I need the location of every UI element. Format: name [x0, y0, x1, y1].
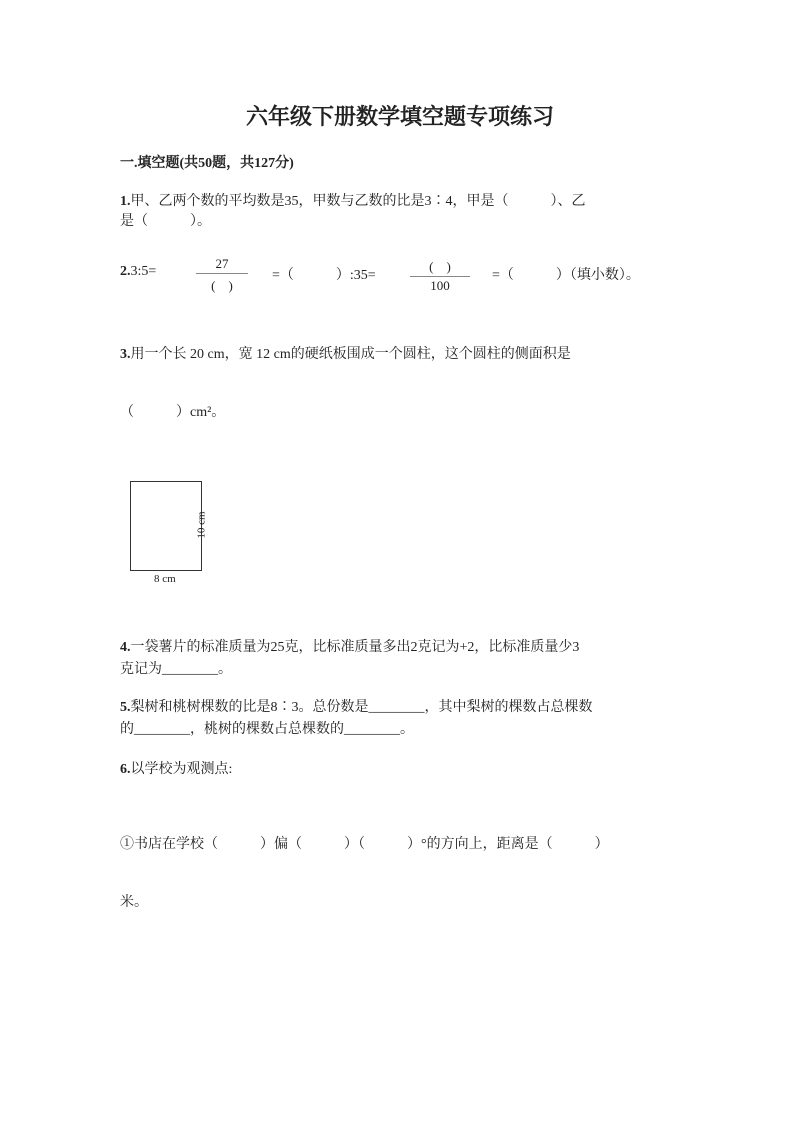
- question-text: 用一个长 20 cm，宽 12 cm的硬纸板围成一个圆柱，这个圆柱的侧面积是: [130, 347, 571, 362]
- section-heading: 一.填空题(共50题，共127分): [120, 156, 294, 171]
- fraction-1: [196, 256, 248, 294]
- question-5: [120, 696, 593, 716]
- denominator: 100: [430, 278, 450, 293]
- numerator: 27: [215, 256, 229, 271]
- question-2-start: [120, 264, 156, 280]
- numerator: ( ): [429, 259, 451, 274]
- question-4: [120, 636, 579, 656]
- question-text: 甲、乙两个数的平均数是35，甲数与乙数的比是3∶4，甲是（ ）、乙: [130, 194, 586, 209]
- question-2-mid: =（ ）:35=: [272, 268, 376, 283]
- question-text: 3:5=: [130, 264, 157, 279]
- question-text: 以学校为观测点:: [130, 762, 233, 777]
- fraction-2: [410, 256, 470, 294]
- denominator: ( ): [211, 278, 233, 293]
- question-6-line3: 米。: [120, 895, 148, 910]
- question-number: 6.: [120, 762, 131, 777]
- page-title: 六年级下册数学填空题专项练习: [245, 104, 554, 129]
- question-number: 4.: [120, 640, 131, 655]
- question-number: 2.: [120, 264, 131, 279]
- question-1: [120, 190, 586, 210]
- question-3-line2: （ ）cm²。: [120, 405, 226, 420]
- question-text: 一袋薯片的标准质量为25克，比标准质量多出2克记为+2，比标准质量少3: [130, 640, 580, 655]
- rectangle-figure: [130, 481, 202, 571]
- question-number: 3.: [120, 347, 131, 362]
- question-text: 梨树和桃树棵数的比是8∶3。总份数是________，其中梨树的棵数占总棵数: [130, 700, 593, 715]
- question-6: [120, 758, 232, 778]
- question-1-line2: 是（ ）。: [120, 214, 211, 229]
- question-number: 1.: [120, 194, 131, 209]
- question-number: 5.: [120, 700, 131, 715]
- figure-height-label: 10 cm: [195, 511, 208, 539]
- figure-width-label: 8 cm: [154, 573, 176, 585]
- question-3: [120, 343, 571, 363]
- question-5-line2: 的________，桃树的棵数占总棵数的________。: [120, 722, 414, 737]
- question-4-line2: 克记为________。: [120, 662, 232, 677]
- question-2-end: =（ ）（填小数）。: [492, 268, 640, 283]
- question-6-line2: ①书店在学校（ ）偏（ ）（ ）°的方向上，距离是（ ）: [120, 837, 609, 852]
